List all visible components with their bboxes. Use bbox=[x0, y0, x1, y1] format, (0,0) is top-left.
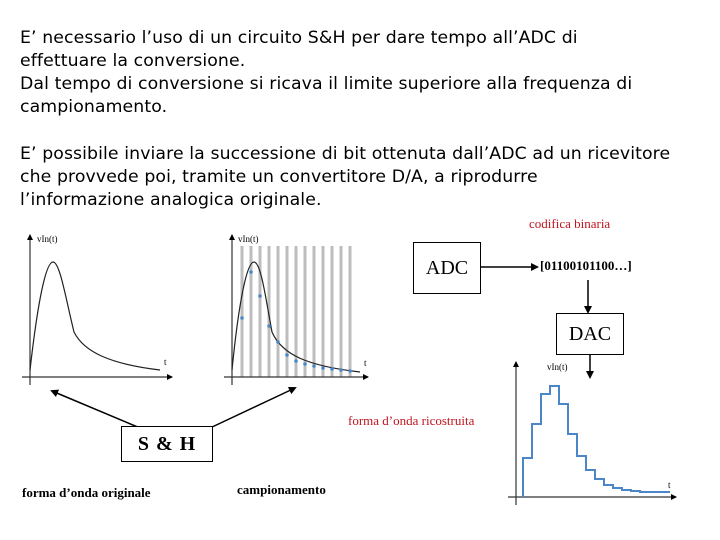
paragraph-2-line-1: E’ possibile inviare la successione di bit ottenuta dall’ADC ad un ricevitore bbox=[20, 144, 671, 164]
sampled-waveform-plot bbox=[224, 235, 368, 385]
reconstructed-plot-ylabel: vIn(t) bbox=[547, 362, 568, 372]
paragraph-1-line-4: campionamento. bbox=[20, 97, 168, 117]
paragraph-2-line-3: l’informazione analogica originale. bbox=[20, 190, 322, 210]
paragraph-2-line-2: che provvede poi, tramite un convertitore D/A, a riprodurre bbox=[20, 167, 538, 187]
original-waveform-curve bbox=[30, 262, 160, 370]
original-plot-ylabel: vIn(t) bbox=[37, 234, 58, 244]
sh-label: S & H bbox=[137, 432, 197, 455]
paragraph-1-line-3: Dal tempo di conversione si ricava il limite superiore alla frequenza di bbox=[20, 74, 633, 94]
forma-ricostruita-label: forma d’onda ricostruita bbox=[348, 413, 475, 428]
reconstructed-staircase bbox=[523, 386, 670, 497]
original-plot-tlabel: t bbox=[164, 357, 167, 367]
sh-to-original-arrow bbox=[52, 391, 140, 428]
sh-to-sampled-arrow bbox=[210, 388, 295, 428]
forma-originale-label: forma d’onda originale bbox=[22, 485, 151, 500]
reconstructed-waveform-plot bbox=[508, 362, 676, 505]
dac-block bbox=[556, 313, 624, 355]
codifica-binaria-label: codifica binaria bbox=[529, 216, 611, 231]
campionamento-label: campionamento bbox=[237, 482, 326, 497]
adc-block bbox=[413, 242, 481, 294]
bit-sequence-label: [01100101100…] bbox=[540, 258, 632, 273]
sample-and-hold-block bbox=[121, 426, 213, 462]
adc-label: ADC bbox=[425, 256, 469, 279]
sampled-plot-ylabel: vIn(t) bbox=[238, 234, 259, 244]
sampled-plot-tlabel: t bbox=[364, 358, 367, 368]
dac-label: DAC bbox=[568, 322, 612, 345]
reconstructed-plot-tlabel: t bbox=[668, 480, 671, 490]
paragraph-1-line-2: effettuare la conversione. bbox=[20, 51, 246, 71]
original-waveform-plot bbox=[22, 235, 172, 385]
paragraph-1-line-1: E’ necessario l’uso di un circuito S&H per dare tempo all’ADC di bbox=[20, 28, 578, 48]
